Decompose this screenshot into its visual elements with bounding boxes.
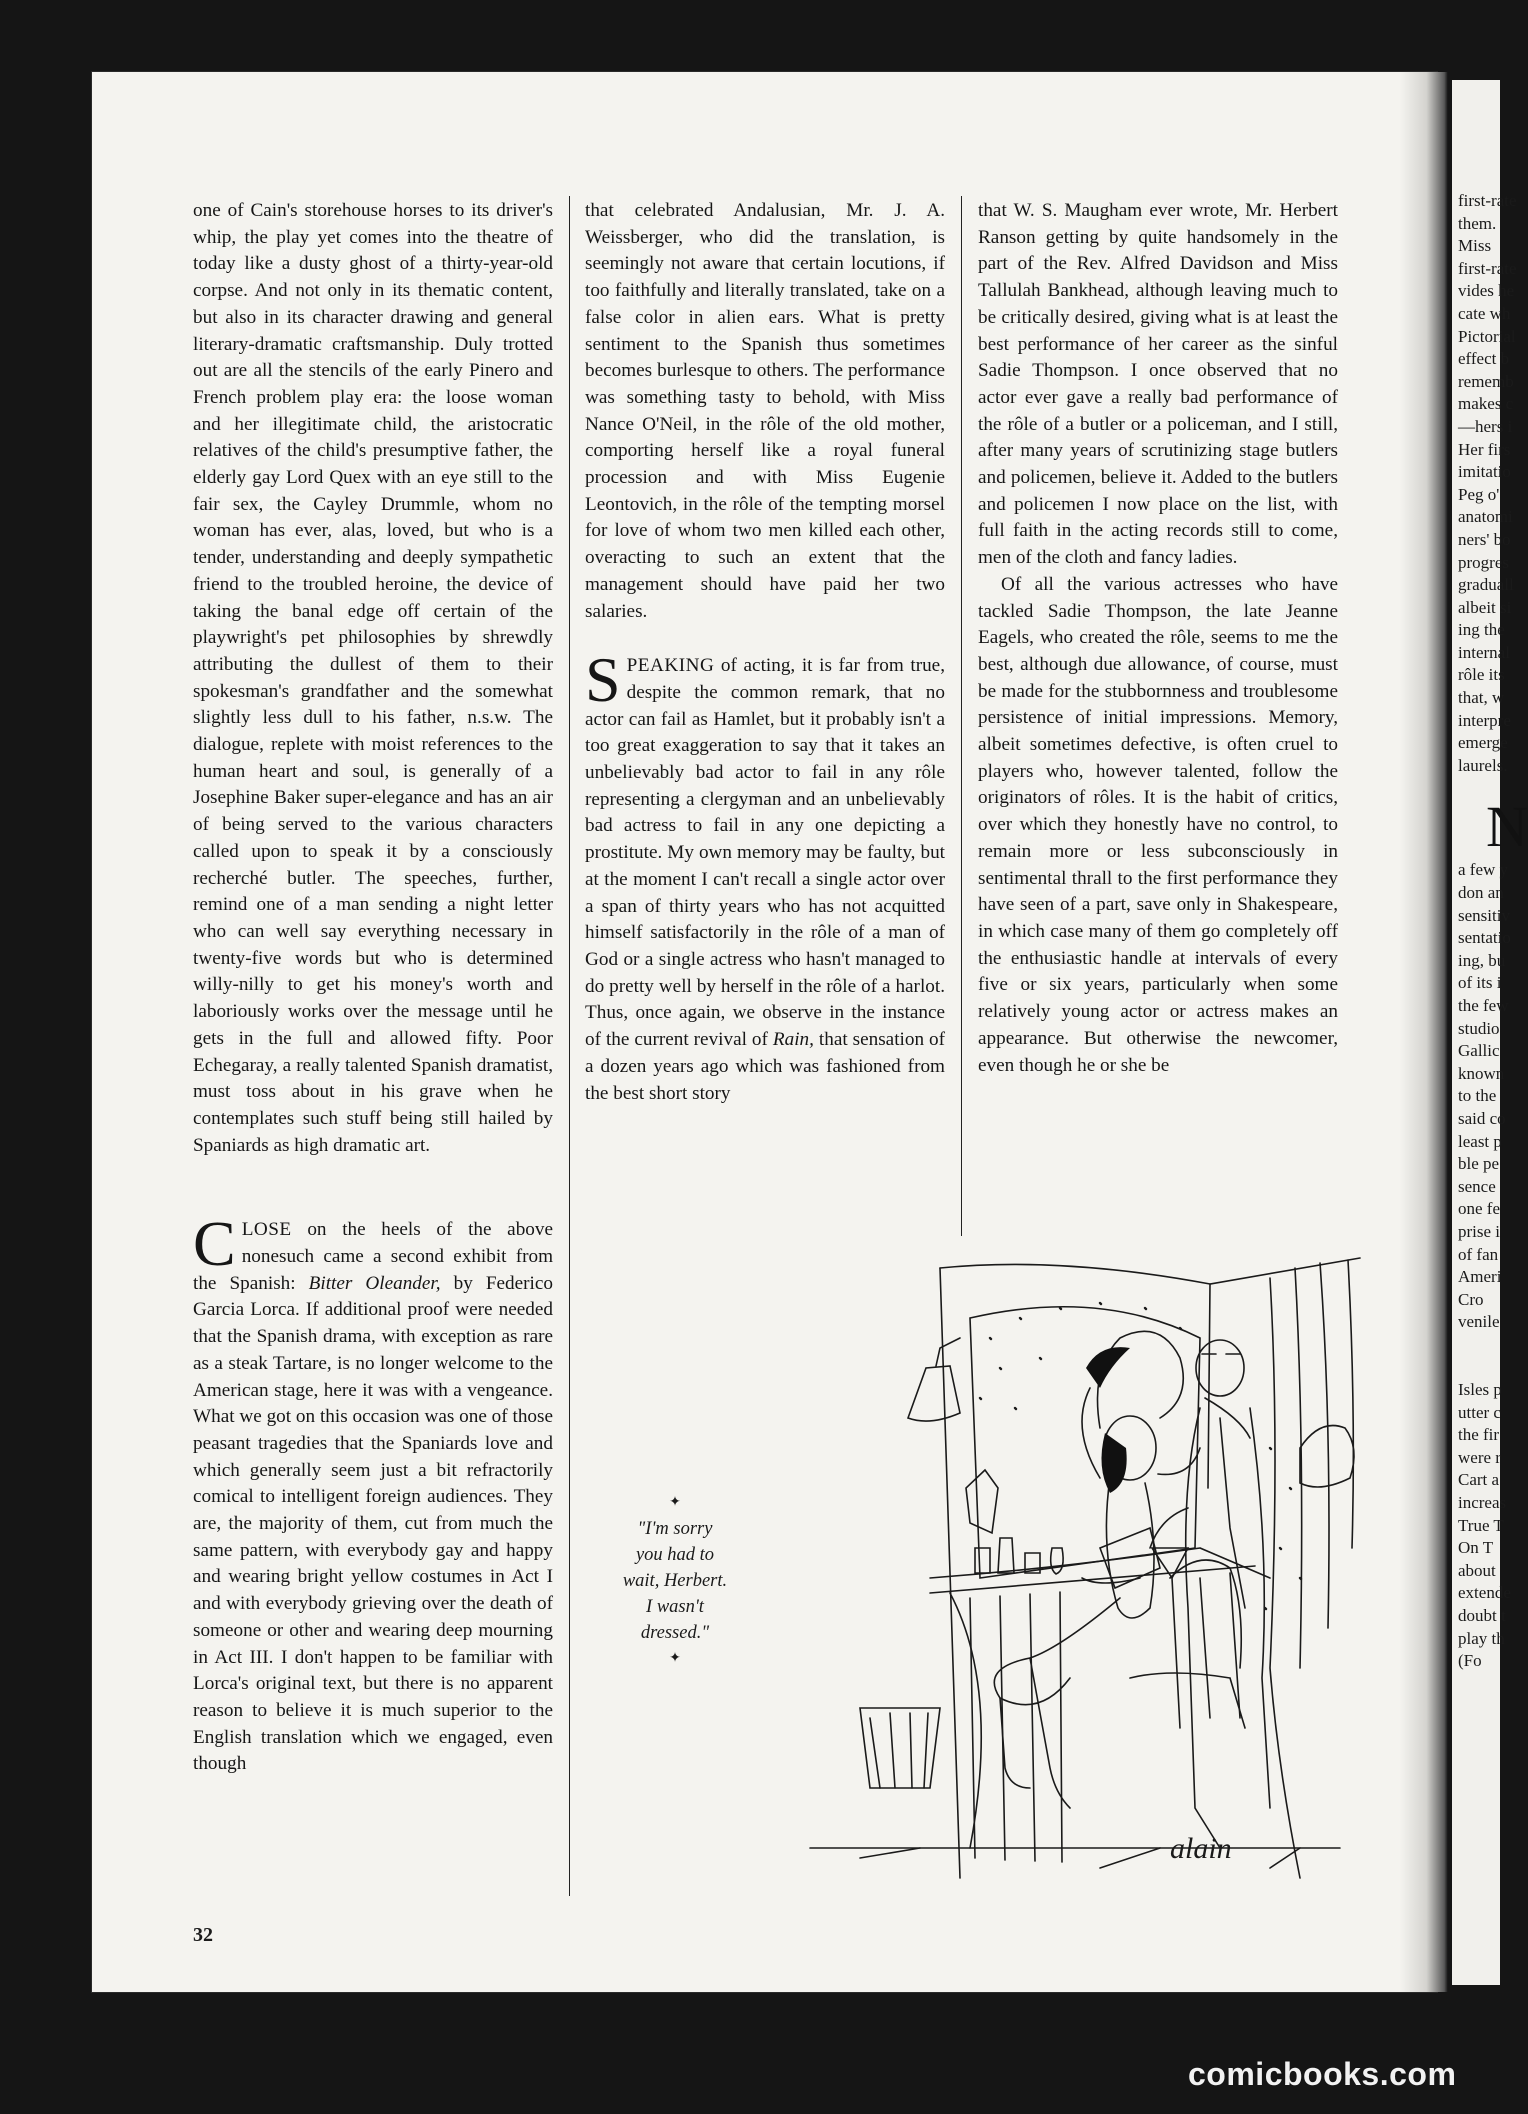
adjacent-page-line: don an — [1458, 883, 1504, 903]
adjacent-page-line: laurels. — [1458, 755, 1508, 775]
adjacent-page-line: that, w — [1458, 688, 1505, 708]
adjacent-page-line: Ameri — [1458, 1267, 1502, 1287]
drop-cap-c: C — [193, 1208, 236, 1280]
adjacent-page-line: the few — [1458, 996, 1509, 1015]
adjacent-page-line: sentatio — [1458, 928, 1511, 948]
adjacent-page-line — [1458, 1334, 1500, 1357]
page-gutter-shadow — [1400, 72, 1448, 1992]
adjacent-page-line: increas — [1458, 1493, 1507, 1513]
adjacent-page-line: a few y — [1458, 860, 1509, 880]
adjacent-page-line: progres — [1458, 552, 1509, 572]
adjacent-page-line: internal — [1458, 642, 1510, 662]
adjacent-page-line: cate wh — [1458, 303, 1511, 323]
adjacent-page-line: ing, bu — [1458, 950, 1506, 970]
adjacent-page-line: graduall — [1458, 575, 1514, 595]
adjacent-page-line: ble pe — [1458, 1154, 1500, 1174]
column2-paragraph-1: that celebrated Andalusian, Mr. J. A. Weissberger, who did the translation, is seemingly not aware that certain locutions, if too faithfully and literally translated, take on a false color in alien ears. What is pretty sentiment to the Spanish thus sometimes becomes burlesque to others. The performance was something tasty to behold, with Miss Nance O'Neil, in the rôle of the old mother, comporting herself like a royal funeral procession and with Miss Eugenie Leontovich, in the rôle of the tempting morsel for love of whom two men killed each other, overacting to such an extent that the management should have paid her two salaries. — [585, 200, 945, 622]
watermark-text: comicbooks.com — [1188, 2056, 1457, 2092]
drop-cap-s: S — [585, 644, 621, 716]
adjacent-page-line: effect b — [1458, 349, 1510, 369]
adjacent-page-line: Peg o' — [1458, 484, 1500, 504]
adjacent-page-line: them. — [1458, 213, 1497, 233]
adjacent-page-line: extende — [1458, 1583, 1511, 1603]
adjacent-page-line: of fan — [1458, 1244, 1499, 1264]
adjacent-page-line: makes c — [1458, 394, 1514, 414]
adjacent-page-line: Gallic — [1458, 1041, 1500, 1061]
adjacent-page-line: studio — [1458, 1018, 1500, 1038]
ornament-icon: ✦ — [669, 1495, 681, 1510]
column3-paragraph-1: that W. S. Maugham ever wrote, Mr. Herbert Ranson getting by quite handsomely in the part of the Rev. Alfred Davidson and Miss Tallulah Bankhead, although leaving much to be critically desired, giving what is at least the best performance of her career as the sinful Sadie Thompson. I once observed that no actor ever gave a really bad performance of the rôle of a butler or a policeman, and I still, after many years of scrutinizing stage butlers and policemen, believe it. Added to the butlers and policemen I now place on the list, with full faith in the acting records still to come, men of the cloth and fancy ladies. — [978, 200, 1338, 569]
text-column-2 — [585, 198, 945, 1107]
adjacent-page-line: ners' bo — [1458, 529, 1511, 549]
adjacent-page-line: of its i — [1458, 973, 1502, 993]
adjacent-page-line: rememb — [1458, 371, 1514, 391]
adjacent-page-fragment — [1452, 80, 1528, 1985]
adjacent-page-line: imitatio — [1458, 462, 1511, 482]
adjacent-page-line: utter c — [1458, 1402, 1501, 1422]
column3-paragraph-2: Of all the various actresses who have tackled Sadie Thompson, the late Jeanne Eagels, who created the rôle, seems to me the best, although due allowance, of course, must be made for the stubbornness and troublesome persistence of initial impressions. Memory, albeit sometimes defective, is often cruel to players who, however talented, follow the originators of rôles. It is the habit of critics, over which they honestly have no control, to remain more or less subconsciously in sentimental thrall to the first performance they have seen of a part, save only in Shakespeare, in which case many of them go completely off the enthusiastic handle at intervals of every five or six years, particularly when some relatively young actor or actress makes an appearance. But otherwise the newcomer, even though he or she be — [978, 573, 1338, 1076]
cartoon-caption: ✦ "I'm sorry you had to wait, Herbert. I wasn't dressed." ✦ — [610, 1490, 740, 1672]
column1-paragraph-1: one of Cain's storehouse horses to its driver's whip, the play yet comes into the theatre of today like a dusty ghost of a thirty-year-old corpse. And not only in its thematic content, but also in its character drawing and general literary-dramatic craftsmanship. Duly trotted out are all the stencils of the early Pinero and French problem play era: the loose woman and her illegitimate child, the aristocratic relatives of the child's presumptive father, the elderly gay Lord Quex with an eye still to the fair sex, the Cayley Drummle, whom no woman has ever, alas, loved, but who is a tender, understanding and deeply sympathetic friend to the troubled heroine, the device of taking the banal edge off certain of the playwright's pet philosophies by shrewdly attributing the dullest of them to their spokesman's grandfather and the somewhat slightly less dull to his father, n.s.w. The dialogue, replete with moist references to the human heart and soul, is generally of a Josephine Baker super-elegance and has an air of being served to the various characters called upon to speak it by a consciously recherché butler. The speeches, further, remind one of a man sending a night letter who can well say everything necessary in twenty-five words but who is determined willy-nilly to get his money's worth and laboriously works over the message until he gets in the full and allowed fifty. Poor Echegaray, a really talented Spanish dramatist, must toss about in his grave when he contemplates such stuff being still hailed by Spaniards as high dramatic art. — [193, 200, 553, 1156]
adjacent-page-line: —hers i — [1458, 416, 1513, 436]
adjacent-page-line: On T — [1458, 1538, 1494, 1558]
adjacent-page-line: first-rate — [1458, 191, 1517, 210]
page-number: 32 — [193, 1924, 213, 1946]
adjacent-page-line: venile — [1458, 1312, 1500, 1332]
adjacent-page-text — [1452, 80, 1528, 1673]
adjacent-page-line: said co — [1458, 1108, 1506, 1128]
adjacent-page-line: sence — [1458, 1176, 1496, 1196]
adjacent-page-line: ing the — [1458, 620, 1505, 640]
adjacent-page-line: albeit si — [1458, 597, 1512, 617]
text-column-1 — [193, 198, 553, 1778]
adjacent-page-line: Cart a — [1458, 1470, 1500, 1490]
adjacent-page-line: prise i — [1458, 1221, 1501, 1241]
ornament-icon: ✦ — [669, 1651, 681, 1666]
cartoon-illustration — [800, 1248, 1360, 1878]
adjacent-page-line: about — [1458, 1560, 1496, 1580]
adjacent-page-line: True T — [1458, 1515, 1504, 1535]
adjacent-page-line: Cro — [1458, 1289, 1484, 1309]
adjacent-page-line: Her firs — [1458, 439, 1511, 459]
adjacent-page-line: Isles p — [1458, 1380, 1502, 1400]
adjacent-page-line: emerge — [1458, 733, 1508, 753]
adjacent-page-line: known — [1458, 1063, 1505, 1083]
adjacent-page-line: least p — [1458, 1131, 1502, 1151]
adjacent-page-line: one fe — [1458, 1199, 1501, 1219]
adjacent-page-line: doubt t — [1458, 1606, 1506, 1626]
cartoonist-signature: alain — [1170, 1832, 1232, 1865]
adjacent-page-line: (Fo — [1458, 1651, 1482, 1671]
adjacent-page-line: first-rate — [1458, 258, 1517, 278]
adjacent-page-line: were r — [1458, 1447, 1501, 1467]
text-column-3 — [978, 198, 1338, 1079]
column-rule — [961, 196, 962, 1236]
column2-paragraph-2: SPEAKING of acting, it is far from true, despite the common remark, that no actor can fail as Hamlet, but it probably isn't a too great exaggeration to say that it takes an unbelievably bad actor to fail in any rôle representing a clergyman and an unbelievably bad actress to fail in any one depicting a prostitute. My own memory may be faulty, but at the moment I can't recall a single actor over a span of thirty years who has not acquitted himself satisfactorily in the rôle of a man of God or a single actress who hasn't managed to do pretty well by herself in the rôle of a harlot. Thus, once again, we observe in the instance of the current revival of Rain, that sensation of a dozen years ago which was fashioned from the best short story — [585, 644, 945, 1104]
adjacent-page-line — [1458, 1357, 1500, 1380]
adjacent-page-line: to the — [1458, 1086, 1497, 1106]
adjacent-page-line: anatomi — [1458, 507, 1513, 527]
adjacent-page-line: sensitiv — [1458, 905, 1510, 925]
adjacent-page-line: vides he — [1458, 281, 1515, 301]
adjacent-page-line: rôle its — [1458, 665, 1505, 685]
adjacent-page-drop-cap: N — [1486, 794, 1528, 860]
adjacent-page-line: the fir — [1458, 1425, 1500, 1445]
adjacent-page-line: Miss — [1458, 236, 1492, 256]
adjacent-page-line: Pictorial — [1458, 326, 1516, 346]
column-rule — [569, 196, 570, 1896]
adjacent-page-line: interpre — [1458, 710, 1511, 730]
column1-paragraph-2: CLOSE on the heels of the above nonesuch came a second exhibit from the Spanish: Bitter Oleander, by Federico Garcia Lorca. If additional proof were needed that the Spanish drama, with exception as rare as a steak Tartare, is no longer welcome to the American stage, here it was with a vengeance. What we got on this occasion was one of those peasant tragedies that the Spaniards love and which generally seem just a bit refractorily comical to intelligent foreign audiences. They are, the majority of them, cut from much the same pattern, with everybody gay and happy and wearing bright yellow costumes in Act I and with everybody grieving over the death of someone or other and wearing deep mourning in Act III. I don't happen to be familiar with Lorca's original text, but there is no apparent reason to believe it is much superior to the English translation which we engaged, even though — [193, 1208, 553, 1775]
adjacent-page-line: play th — [1458, 1628, 1505, 1648]
